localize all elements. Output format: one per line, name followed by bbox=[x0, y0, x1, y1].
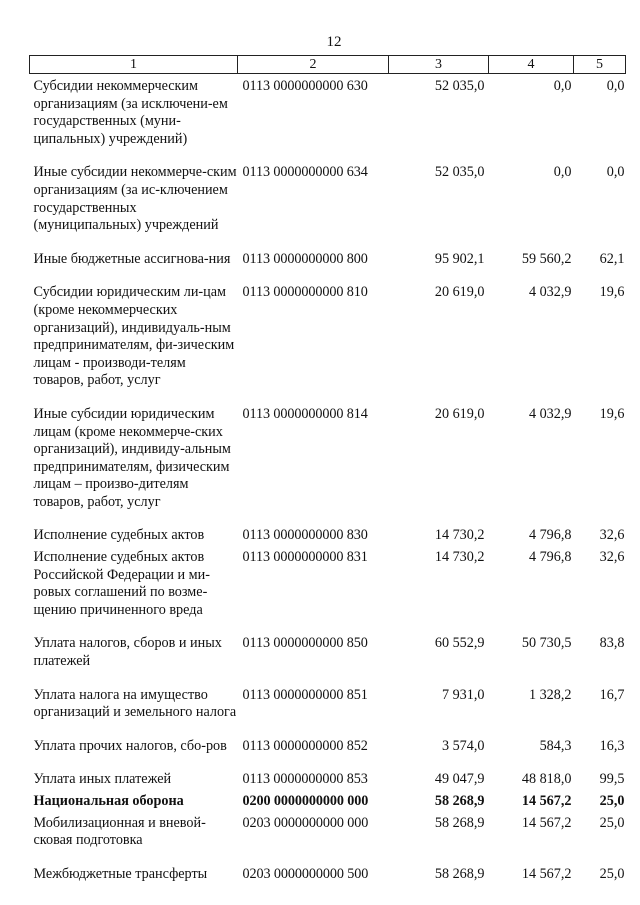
row-name: Уплата налога на имущество организаций и земельного налога bbox=[33, 686, 237, 721]
table-row bbox=[30, 767, 626, 789]
column-header-1: 1 bbox=[30, 56, 238, 74]
table-row bbox=[30, 280, 626, 402]
row-value-4: 1 328,2 bbox=[528, 686, 572, 703]
row-value-3: 52 035,0 bbox=[434, 78, 485, 94]
table-row bbox=[30, 811, 626, 862]
row-value-3: 7 931,0 bbox=[441, 686, 485, 703]
row-value-5: 25,0 bbox=[599, 865, 625, 882]
column-header-3: 3 bbox=[389, 56, 489, 74]
row-name: Иные субсидии некоммерче-ским организациям (за ис-ключением государственных (муниципальных) учреждений bbox=[33, 164, 237, 234]
table-row bbox=[30, 402, 626, 524]
row-value-4: 4 796,8 bbox=[528, 527, 572, 544]
row-name: Мобилизационная и вневой-сковая подготовка bbox=[33, 814, 206, 849]
row-value-5: 16,3 bbox=[599, 737, 625, 754]
row-code: 0203 0000000000 000 bbox=[242, 814, 369, 831]
row-value-3: 60 552,9 bbox=[434, 635, 485, 652]
row-name: Субсидии юридическим ли-цам (кроме некоммерческих организаций), индивидуаль-ным предпринимателям, фи-зическим лицам - производи-телям товаров, работ, услуг bbox=[33, 284, 235, 389]
row-value-5: 0,0 bbox=[606, 78, 625, 94]
row-value-5: 16,7 bbox=[599, 686, 625, 703]
row-value-5: 32,6 bbox=[599, 527, 625, 544]
row-value-3: 58 268,9 bbox=[434, 814, 485, 831]
row-name: Уплата иных платежей bbox=[33, 771, 172, 788]
row-value-3: 95 902,1 bbox=[434, 250, 485, 267]
table-row bbox=[30, 160, 626, 246]
row-value-3: 3 574,0 bbox=[441, 737, 485, 754]
row-value-4: 584,3 bbox=[539, 737, 572, 754]
row-value-4: 4 032,9 bbox=[528, 405, 572, 422]
row-value-4: 4 032,9 bbox=[528, 284, 572, 301]
table-row bbox=[30, 862, 626, 884]
table-row bbox=[30, 74, 626, 161]
row-code: 0113 0000000000 830 bbox=[242, 527, 368, 544]
row-value-3: 58 268,9 bbox=[434, 793, 485, 809]
row-value-5: 19,6 bbox=[599, 284, 625, 301]
row-code: 0113 0000000000 851 bbox=[242, 686, 368, 703]
row-code: 0203 0000000000 500 bbox=[242, 865, 369, 882]
row-value-5: 99,5 bbox=[599, 771, 625, 788]
row-code: 0113 0000000000 831 bbox=[242, 549, 368, 566]
row-value-3: 49 047,9 bbox=[434, 771, 485, 788]
row-value-4: 14 567,2 bbox=[521, 793, 572, 809]
row-code: 0113 0000000000 853 bbox=[242, 771, 368, 788]
row-value-4: 4 796,8 bbox=[528, 549, 572, 566]
row-value-5: 32,6 bbox=[599, 549, 625, 566]
row-name: Национальная оборона bbox=[33, 793, 184, 809]
row-value-3: 20 619,0 bbox=[434, 405, 485, 422]
row-name: Исполнение судебных актов bbox=[33, 527, 205, 544]
row-value-5: 0,0 bbox=[606, 164, 625, 181]
row-name: Межбюджетные трансферты bbox=[33, 865, 208, 882]
column-header-4: 4 bbox=[489, 56, 574, 74]
table-row-section-total bbox=[30, 789, 626, 811]
table-row bbox=[30, 247, 626, 281]
row-value-4: 48 818,0 bbox=[521, 771, 572, 788]
table-row bbox=[30, 734, 626, 768]
row-value-4: 0,0 bbox=[553, 78, 572, 94]
table-body bbox=[30, 74, 626, 884]
row-name: Исполнение судебных актов Российской Федерации и ми-ровых соглашений по возме-щению причиненного вреда bbox=[33, 549, 210, 618]
row-code: 0113 0000000000 800 bbox=[242, 250, 368, 267]
row-name: Иные субсидии юридическим лицам (кроме некоммерче-ских организаций), индивиду-альным предпринимателям, физическим лицам – произво-дителям товаров, работ, услуг bbox=[33, 405, 231, 510]
row-value-3: 58 268,9 bbox=[434, 865, 485, 882]
row-code: 0113 0000000000 850 bbox=[242, 635, 368, 652]
row-value-5: 62,1 bbox=[599, 250, 625, 267]
row-value-4: 59 560,2 bbox=[521, 250, 572, 267]
table-row bbox=[30, 631, 626, 682]
row-value-5: 25,0 bbox=[599, 814, 625, 831]
row-name: Уплата прочих налогов, сбо-ров bbox=[33, 737, 227, 754]
row-value-5: 25,0 bbox=[599, 793, 625, 809]
row-code: 0200 0000000000 000 bbox=[242, 793, 369, 809]
table-header-row bbox=[30, 56, 626, 74]
budget-table bbox=[29, 55, 626, 883]
row-value-3: 20 619,0 bbox=[434, 284, 485, 301]
row-value-4: 50 730,5 bbox=[521, 635, 572, 652]
row-value-4: 0,0 bbox=[553, 164, 572, 181]
row-code: 0113 0000000000 630 bbox=[242, 78, 368, 94]
row-value-3: 14 730,2 bbox=[434, 527, 485, 544]
row-value-3: 52 035,0 bbox=[434, 164, 485, 181]
row-code: 0113 0000000000 814 bbox=[242, 405, 368, 422]
column-header-5: 5 bbox=[574, 56, 626, 74]
table-row bbox=[30, 545, 626, 631]
page-number: 12 bbox=[326, 34, 342, 50]
column-header-2: 2 bbox=[238, 56, 389, 74]
row-value-3: 14 730,2 bbox=[434, 549, 485, 566]
row-value-4: 14 567,2 bbox=[521, 865, 572, 882]
row-value-5: 19,6 bbox=[599, 405, 625, 422]
row-name: Уплата налогов, сборов и иных платежей bbox=[33, 635, 222, 670]
row-code: 0113 0000000000 852 bbox=[242, 737, 368, 754]
row-code: 0113 0000000000 634 bbox=[242, 164, 368, 181]
row-value-4: 14 567,2 bbox=[521, 814, 572, 831]
row-code: 0113 0000000000 810 bbox=[242, 284, 368, 301]
row-name: Иные бюджетные ассигнова-ния bbox=[33, 250, 231, 267]
table-row bbox=[30, 523, 626, 545]
row-value-5: 83,8 bbox=[599, 635, 625, 652]
row-name: Субсидии некоммерческим организациям (за исключени-ем государственных (муни-ципальных) учреждений) bbox=[33, 78, 228, 147]
table-row bbox=[30, 683, 626, 734]
